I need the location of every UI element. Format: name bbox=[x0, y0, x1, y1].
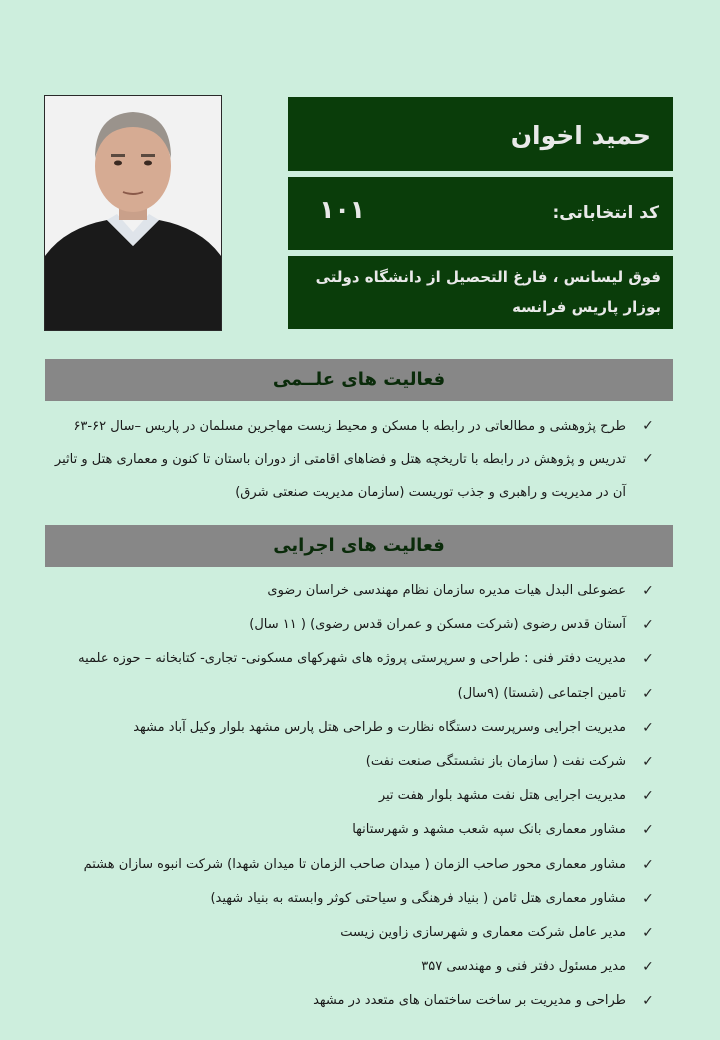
list-item-text: شرکت نفت ( سازمان باز نشستگی صنعت نفت) bbox=[365, 753, 626, 769]
executive-activities-header bbox=[45, 525, 673, 567]
check-icon: ✓ bbox=[642, 651, 654, 668]
list-item bbox=[40, 443, 662, 509]
check-icon: ✓ bbox=[642, 890, 654, 907]
list-item-text: مشاور معماری محور صاحب الزمان ( میدان صاحب الزمان تا میدان شهدا) شرکت انبوه سازان هشتم bbox=[83, 856, 626, 872]
list-item-text: آستان قدس رضوی (شرکت مسکن و عمران قدس رضوی) ( ۱۱ سال) bbox=[249, 617, 626, 633]
check-icon: ✓ bbox=[642, 856, 654, 873]
check-icon: ✓ bbox=[642, 451, 654, 467]
check-icon: ✓ bbox=[642, 583, 654, 599]
list-item-text: مدیر مسئول دفتر فنی و مهندسی ۳۵۷ bbox=[421, 959, 626, 975]
list-item-text: مدیر عامل شرکت معماری و شهرسازی زاوین زیست bbox=[340, 924, 626, 940]
check-icon: ✓ bbox=[642, 959, 654, 976]
profile-photo bbox=[44, 95, 222, 331]
check-icon: ✓ bbox=[642, 719, 654, 736]
scientific-activities-list bbox=[40, 410, 662, 509]
list-item bbox=[40, 848, 662, 882]
election-code-number: ۱۰۱ bbox=[319, 195, 365, 224]
list-item bbox=[40, 813, 662, 847]
list-item bbox=[40, 410, 662, 443]
list-item bbox=[40, 677, 662, 711]
check-icon: ✓ bbox=[642, 822, 654, 839]
check-icon: ✓ bbox=[642, 788, 654, 805]
list-item-text: مشاور معماری بانک سپه شعب مشهد و شهرستانها bbox=[352, 822, 626, 838]
list-item-text: طرح پژوهشی و مطالعاتی در رابطه با مسکن و محیط زیست مهاجرین مسلمان در پاریس –سال ۶۲-۶۳ bbox=[73, 419, 626, 434]
check-icon: ✓ bbox=[642, 685, 654, 702]
scientific-activities-header bbox=[45, 359, 673, 401]
check-icon: ✓ bbox=[642, 753, 654, 770]
list-item bbox=[40, 984, 662, 1018]
list-item bbox=[40, 882, 662, 916]
education-box bbox=[288, 256, 673, 329]
list-item bbox=[40, 642, 662, 676]
list-item-text: عضوعلی البدل هیات مدیره سازمان نظام مهندسی خراسان رضوی bbox=[267, 583, 626, 598]
list-item-text: مشاور معماری هتل ثامن ( بنیاد فرهنگی و سیاحتی کوثر وابسته به بنیاد شهید) bbox=[210, 890, 626, 906]
check-icon: ✓ bbox=[642, 993, 654, 1010]
scientific-activities-title: فعالیت های علــمی bbox=[272, 369, 446, 390]
list-item-text: مدیریت دفتر فنی : طراحی و سرپرستی پروژه های شهرکهای مسکونی- تجاری- کتابخانه – حوزه علمیه bbox=[78, 651, 626, 667]
list-item bbox=[40, 574, 662, 608]
executive-activities-list bbox=[40, 574, 662, 1018]
check-icon: ✓ bbox=[642, 617, 654, 634]
election-code-label: کد انتخاباتی: bbox=[552, 203, 659, 223]
check-icon: ✓ bbox=[642, 418, 654, 434]
election-code-box bbox=[288, 177, 673, 250]
check-icon: ✓ bbox=[642, 924, 654, 941]
list-item bbox=[40, 608, 662, 642]
education-text: فوق لیسانس ، فارغ التحصیل از دانشگاه دولتی بوزار پاریس فرانسه bbox=[315, 268, 661, 316]
candidate-name-box bbox=[288, 97, 673, 171]
list-item bbox=[40, 916, 662, 950]
executive-activities-title: فعالیت های اجرایی bbox=[273, 535, 445, 556]
portrait-image bbox=[45, 96, 221, 330]
candidate-name: حمید اخوان bbox=[510, 121, 651, 150]
list-item-text: تامین اجتماعی (شستا) (۹سال) bbox=[457, 685, 626, 701]
list-item-text: مدیریت اجرایی وسرپرست دستگاه نظارت و طراحی هتل پارس مشهد بلوار وکیل آباد مشهد bbox=[133, 719, 626, 735]
list-item bbox=[40, 711, 662, 745]
list-item-text: تدریس و پژوهش در رابطه با تاریخچه هتل و فضاهای اقامتی از دوران باستان تا کنون و معماری هتل و تاثیر آن در مدیریت و راهبری و جذب توریست (سازمان مدیریت صنعتی شرق) bbox=[54, 452, 626, 500]
list-item bbox=[40, 745, 662, 779]
list-item bbox=[40, 779, 662, 813]
list-item-text: مدیریت اجرایی هتل نفت مشهد بلوار هفت تیر bbox=[378, 788, 626, 804]
list-item-text: طراحی و مدیریت بر ساخت ساختمان های متعدد در مشهد bbox=[313, 993, 626, 1009]
list-item bbox=[40, 950, 662, 984]
